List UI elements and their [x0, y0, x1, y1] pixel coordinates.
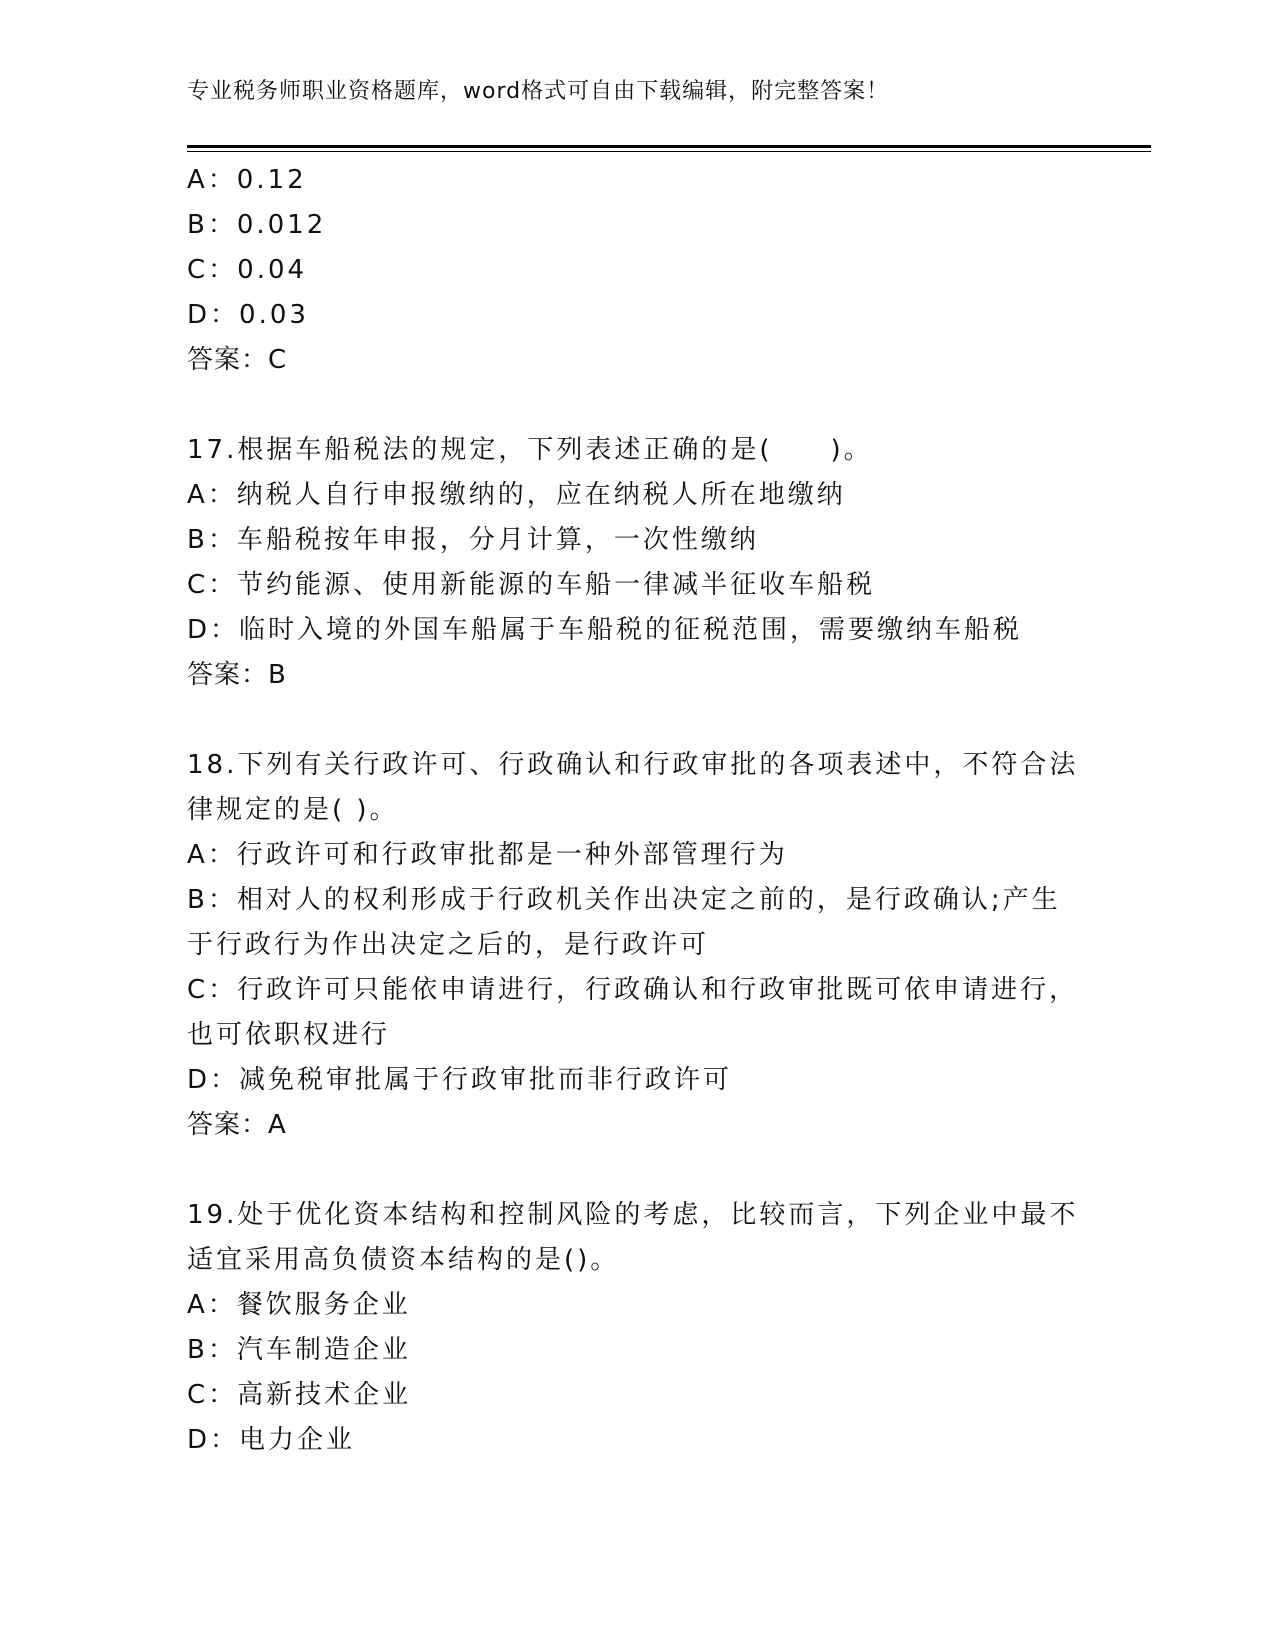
q18-option-c-line1: C：行政许可只能依申请进行，行政确认和行政审批既可依申请进行，: [187, 975, 1079, 1005]
q17-option-d: D：临时入境的外国车船属于车船税的征税范围，需要缴纳车船税: [187, 615, 1023, 645]
header-rule-thin: [187, 151, 1151, 152]
prev-option-a: A：0.12: [187, 165, 307, 195]
page-header: 专业税务师职业资格题库，word格式可自由下载编辑，附完整答案！: [187, 79, 890, 104]
q18-answer: 答案：A: [187, 1110, 287, 1140]
q19-option-b: B：汽车制造企业: [187, 1335, 411, 1365]
q18-option-b-line2: 于行政行为作出决定之后的，是行政许可: [187, 930, 710, 960]
header-rule-thick: [187, 145, 1151, 148]
q19-option-d: D：电力企业: [187, 1425, 356, 1455]
q19-option-c: C：高新技术企业: [187, 1380, 412, 1410]
q18-option-a: A：行政许可和行政审批都是一种外部管理行为: [187, 840, 788, 870]
prev-option-d: D：0.03: [187, 300, 309, 330]
q18-option-d: D：减免税审批属于行政审批而非行政许可: [187, 1065, 733, 1095]
q17-answer: 答案：B: [187, 660, 287, 690]
prev-answer: 答案：C: [187, 345, 288, 375]
q18-option-c-line2: 也可依职权进行: [187, 1020, 391, 1050]
question-content: [187, 158, 1087, 1463]
q18-option-b-line1: B：相对人的权利形成于行政机关作出决定之前的，是行政确认;产生: [187, 885, 1061, 915]
q17-option-a: A：纳税人自行申报缴纳的，应在纳税人所在地缴纳: [187, 480, 846, 510]
q19-stem-line1: 19.处于优化资本结构和控制风险的考虑，比较而言，下列企业中最不: [187, 1200, 1079, 1230]
q19-option-a: A：餐饮服务企业: [187, 1290, 411, 1320]
prev-option-b: B：0.012: [187, 210, 327, 240]
q17-option-b: B：车船税按年申报，分月计算，一次性缴纳: [187, 525, 759, 555]
q18-stem-line1: 18.下列有关行政许可、行政确认和行政审批的各项表述中，不符合法: [187, 750, 1079, 780]
q19-stem-line2: 适宜采用高负债资本结构的是()。: [187, 1245, 620, 1275]
q17-option-c: C：节约能源、使用新能源的车船一律减半征收车船税: [187, 570, 876, 600]
q17-stem: 17.根据车船税法的规定，下列表述正确的是( )。: [187, 435, 873, 465]
prev-option-c: C：0.04: [187, 255, 308, 285]
q18-stem-line2: 律规定的是( )。: [187, 795, 399, 825]
